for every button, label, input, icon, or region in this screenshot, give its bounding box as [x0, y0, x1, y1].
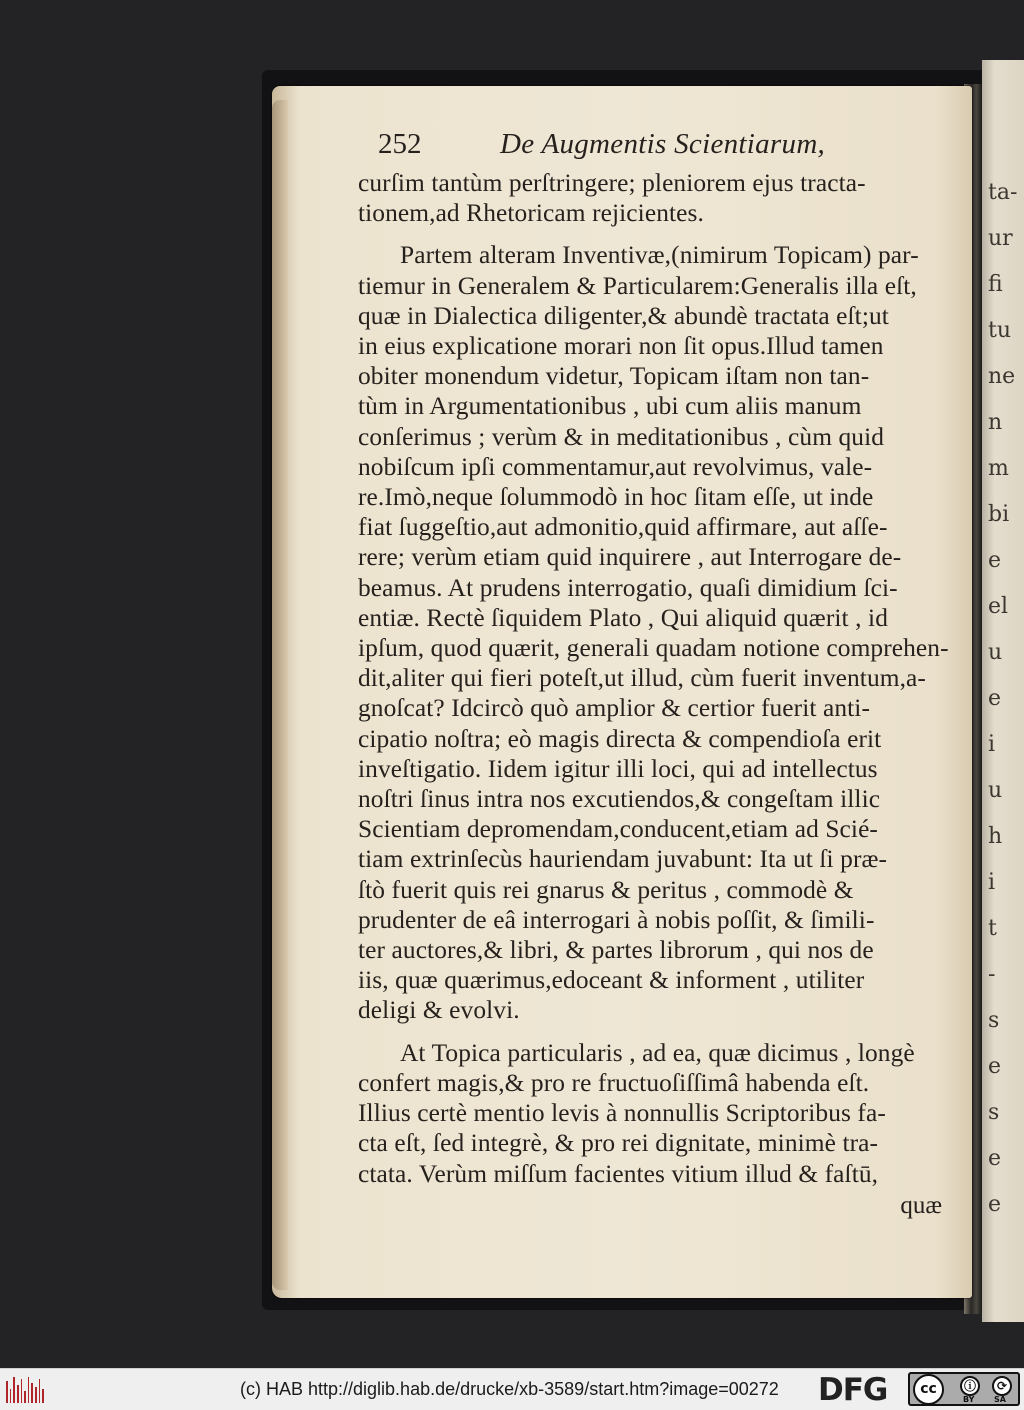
- paragraph-gap: [358, 228, 958, 240]
- page-text: [358, 128, 958, 1223]
- text-line: tiam extrinſecùs hauriendam juvabunt: Ita ut ſi præ-: [358, 845, 888, 874]
- page-header: [358, 128, 958, 168]
- text-line: nobiſcum ipſi commentamur,aut revolvimus, vale-: [358, 452, 873, 481]
- sa-label: SA: [994, 1395, 1006, 1404]
- adjacent-page-fragment: s: [988, 1100, 1000, 1125]
- adjacent-page-fragment: ta-: [988, 180, 1018, 205]
- text-line: ipſum, quod quærit, generali quadam notione comprehen-: [358, 634, 949, 663]
- paragraph-2: [358, 240, 958, 1025]
- text-line: prudenter de eâ interrogari à nobis poſſit, & ſimili-: [358, 905, 875, 934]
- text-line: ſtò fuerit quis rei gnarus & peritus , commodè &: [358, 875, 854, 904]
- by-icon: ⓘ: [960, 1376, 980, 1396]
- adjacent-page-fragment: n: [988, 410, 1003, 435]
- text-line: curſim tantùm perſtringere; pleniorem ejus tracta-: [358, 169, 866, 197]
- adjacent-page-fragment: i: [988, 870, 996, 895]
- dfg-logo[interactable]: DFG: [818, 1372, 888, 1408]
- page-edge: [272, 100, 288, 1290]
- text-line: in eius explicatione morari non ſit opus.Illud tamen: [358, 332, 884, 361]
- text-line: obiter monendum videtur, Topicam iſtam non tan-: [358, 362, 870, 391]
- logo-bar: [42, 1389, 44, 1403]
- adjacent-page-fragment: ur: [988, 226, 1013, 251]
- logo-bar: [28, 1377, 30, 1403]
- text-line: dit,aliter qui fieri poteſt,ut illud, cùm fuerit inventum,a-: [358, 664, 926, 693]
- copyright-link[interactable]: (c) HAB http://diglib.hab.de/drucke/xb-3589/start.htm?image=00272: [240, 1379, 779, 1399]
- text-line: entiæ. Rectè ſiquidem Plato , Qui aliquid quærit , id: [358, 603, 888, 632]
- text-line: cta eſt, ſed integrè, & pro rei dignitate, minimè tra-: [358, 1129, 879, 1158]
- text-line: conſerimus ; verùm & in meditationibus , cùm quid: [358, 422, 885, 451]
- text-line: tùm in Argumentationibus , ubi cum aliis manum: [358, 392, 862, 421]
- adjacent-page-fragment: ne: [988, 364, 1016, 389]
- catchword: quæ: [900, 1191, 942, 1219]
- adjacent-page-fragment: u: [988, 778, 1003, 803]
- logo-bar: [31, 1383, 33, 1403]
- paragraph-3: [358, 1038, 958, 1189]
- logo-bar: [17, 1385, 19, 1403]
- text-line: ctata. Verùm miſſum facientes vitium illud & faſtū,: [358, 1159, 879, 1188]
- running-title: De Augmentis Scientiarum,: [500, 128, 826, 160]
- adjacent-page: [982, 60, 1024, 1322]
- text-line: ter auctores,& libri, & partes librorum , qui nos de: [358, 936, 874, 965]
- text-line: tionem,ad Rhetoricam rejicientes.: [358, 199, 704, 228]
- logo-bar: [35, 1387, 37, 1403]
- logo-bar: [21, 1379, 23, 1403]
- text-line: cipatio noſtra; eò magis directa & compendioſa erit: [358, 724, 882, 753]
- adjacent-page-fragment: s: [988, 1008, 1000, 1033]
- adjacent-page-fragment: el: [988, 594, 1009, 619]
- cc-license-badge[interactable]: [908, 1372, 1020, 1406]
- text-line: tiemur in Generalem & Particularem:Generalis illa eſt,: [358, 271, 917, 300]
- text-line: rere; verùm etiam quid inquirere , aut Interrogare de-: [358, 543, 902, 572]
- text-line: Partem alteram Inventivæ,(nimirum Topicam) par-: [400, 241, 919, 270]
- adjacent-page-fragment: m: [988, 456, 1009, 481]
- adjacent-page-fragment: e: [988, 1054, 1002, 1079]
- text-line: beamus. At prudens interrogatio, quaſi dimidium ſci-: [358, 573, 898, 602]
- paragraph-1: [358, 168, 958, 228]
- text-line: deligi & evolvi.: [358, 996, 520, 1025]
- adjacent-page-fragment: bi: [988, 502, 1010, 527]
- cc-icon: cc: [913, 1374, 944, 1405]
- adjacent-page-fragment: e: [988, 1192, 1002, 1217]
- text-line: fiat ſuggeſtio,aut admonitio,quid affirmare, aut aſſe-: [358, 513, 888, 542]
- logo-bar: [10, 1389, 12, 1403]
- adjacent-page-fragment: tu: [988, 318, 1012, 343]
- text-line: quæ in Dialectica diligenter,& abundè tractata eſt;ut: [358, 301, 889, 330]
- logo-bar: [13, 1377, 15, 1403]
- by-label: BY: [963, 1395, 975, 1404]
- text-line: gnoſcat? Idcircò quò amplior & certior fuerit anti-: [358, 694, 871, 723]
- adjacent-page-fragment: -: [988, 962, 996, 987]
- adjacent-page-fragment: t: [988, 916, 997, 941]
- adjacent-page-fragment: h: [988, 824, 1003, 849]
- logo-bar: [39, 1379, 41, 1403]
- adjacent-page-fragment: e: [988, 1146, 1002, 1171]
- adjacent-page-fragment: e: [988, 686, 1002, 711]
- logo-bar: [24, 1391, 26, 1403]
- logo-bar: [6, 1381, 8, 1403]
- hab-logo-icon: [6, 1377, 44, 1403]
- text-line: confert magis,& pro re fructuoſiſſimâ habenda eſt.: [358, 1068, 870, 1097]
- text-line: iis, quæ quærimus,edoceant & informent , utiliter: [358, 966, 865, 995]
- page-number: 252: [378, 128, 422, 160]
- text-line: inveſtigatio. Iidem igitur illi loci, qui ad intellectus: [358, 754, 878, 783]
- adjacent-page-fragment: e: [988, 548, 1002, 573]
- adjacent-page-fragment: u: [988, 640, 1003, 665]
- adjacent-page-fragment: fi: [988, 272, 1003, 297]
- adjacent-page-fragment: i: [988, 732, 996, 757]
- paragraph-gap: [358, 1026, 958, 1038]
- text-line: Scientiam depromendam,conducent,etiam ad Scié-: [358, 815, 878, 844]
- text-line: Illius certè mentio levis à nonnullis Scriptoribus fa-: [358, 1099, 886, 1128]
- text-line: At Topica particularis , ad ea, quæ dicimus , longè: [400, 1038, 915, 1067]
- text-line: noſtri ſinus intra nos excutiendos,& congeſtam illic: [358, 785, 881, 814]
- sa-icon: ⟳: [992, 1376, 1012, 1396]
- text-line: re.Imò,neque ſolummodò in hoc ſitam eſſe, ut inde: [358, 483, 874, 512]
- footer-bar: [0, 1368, 1024, 1410]
